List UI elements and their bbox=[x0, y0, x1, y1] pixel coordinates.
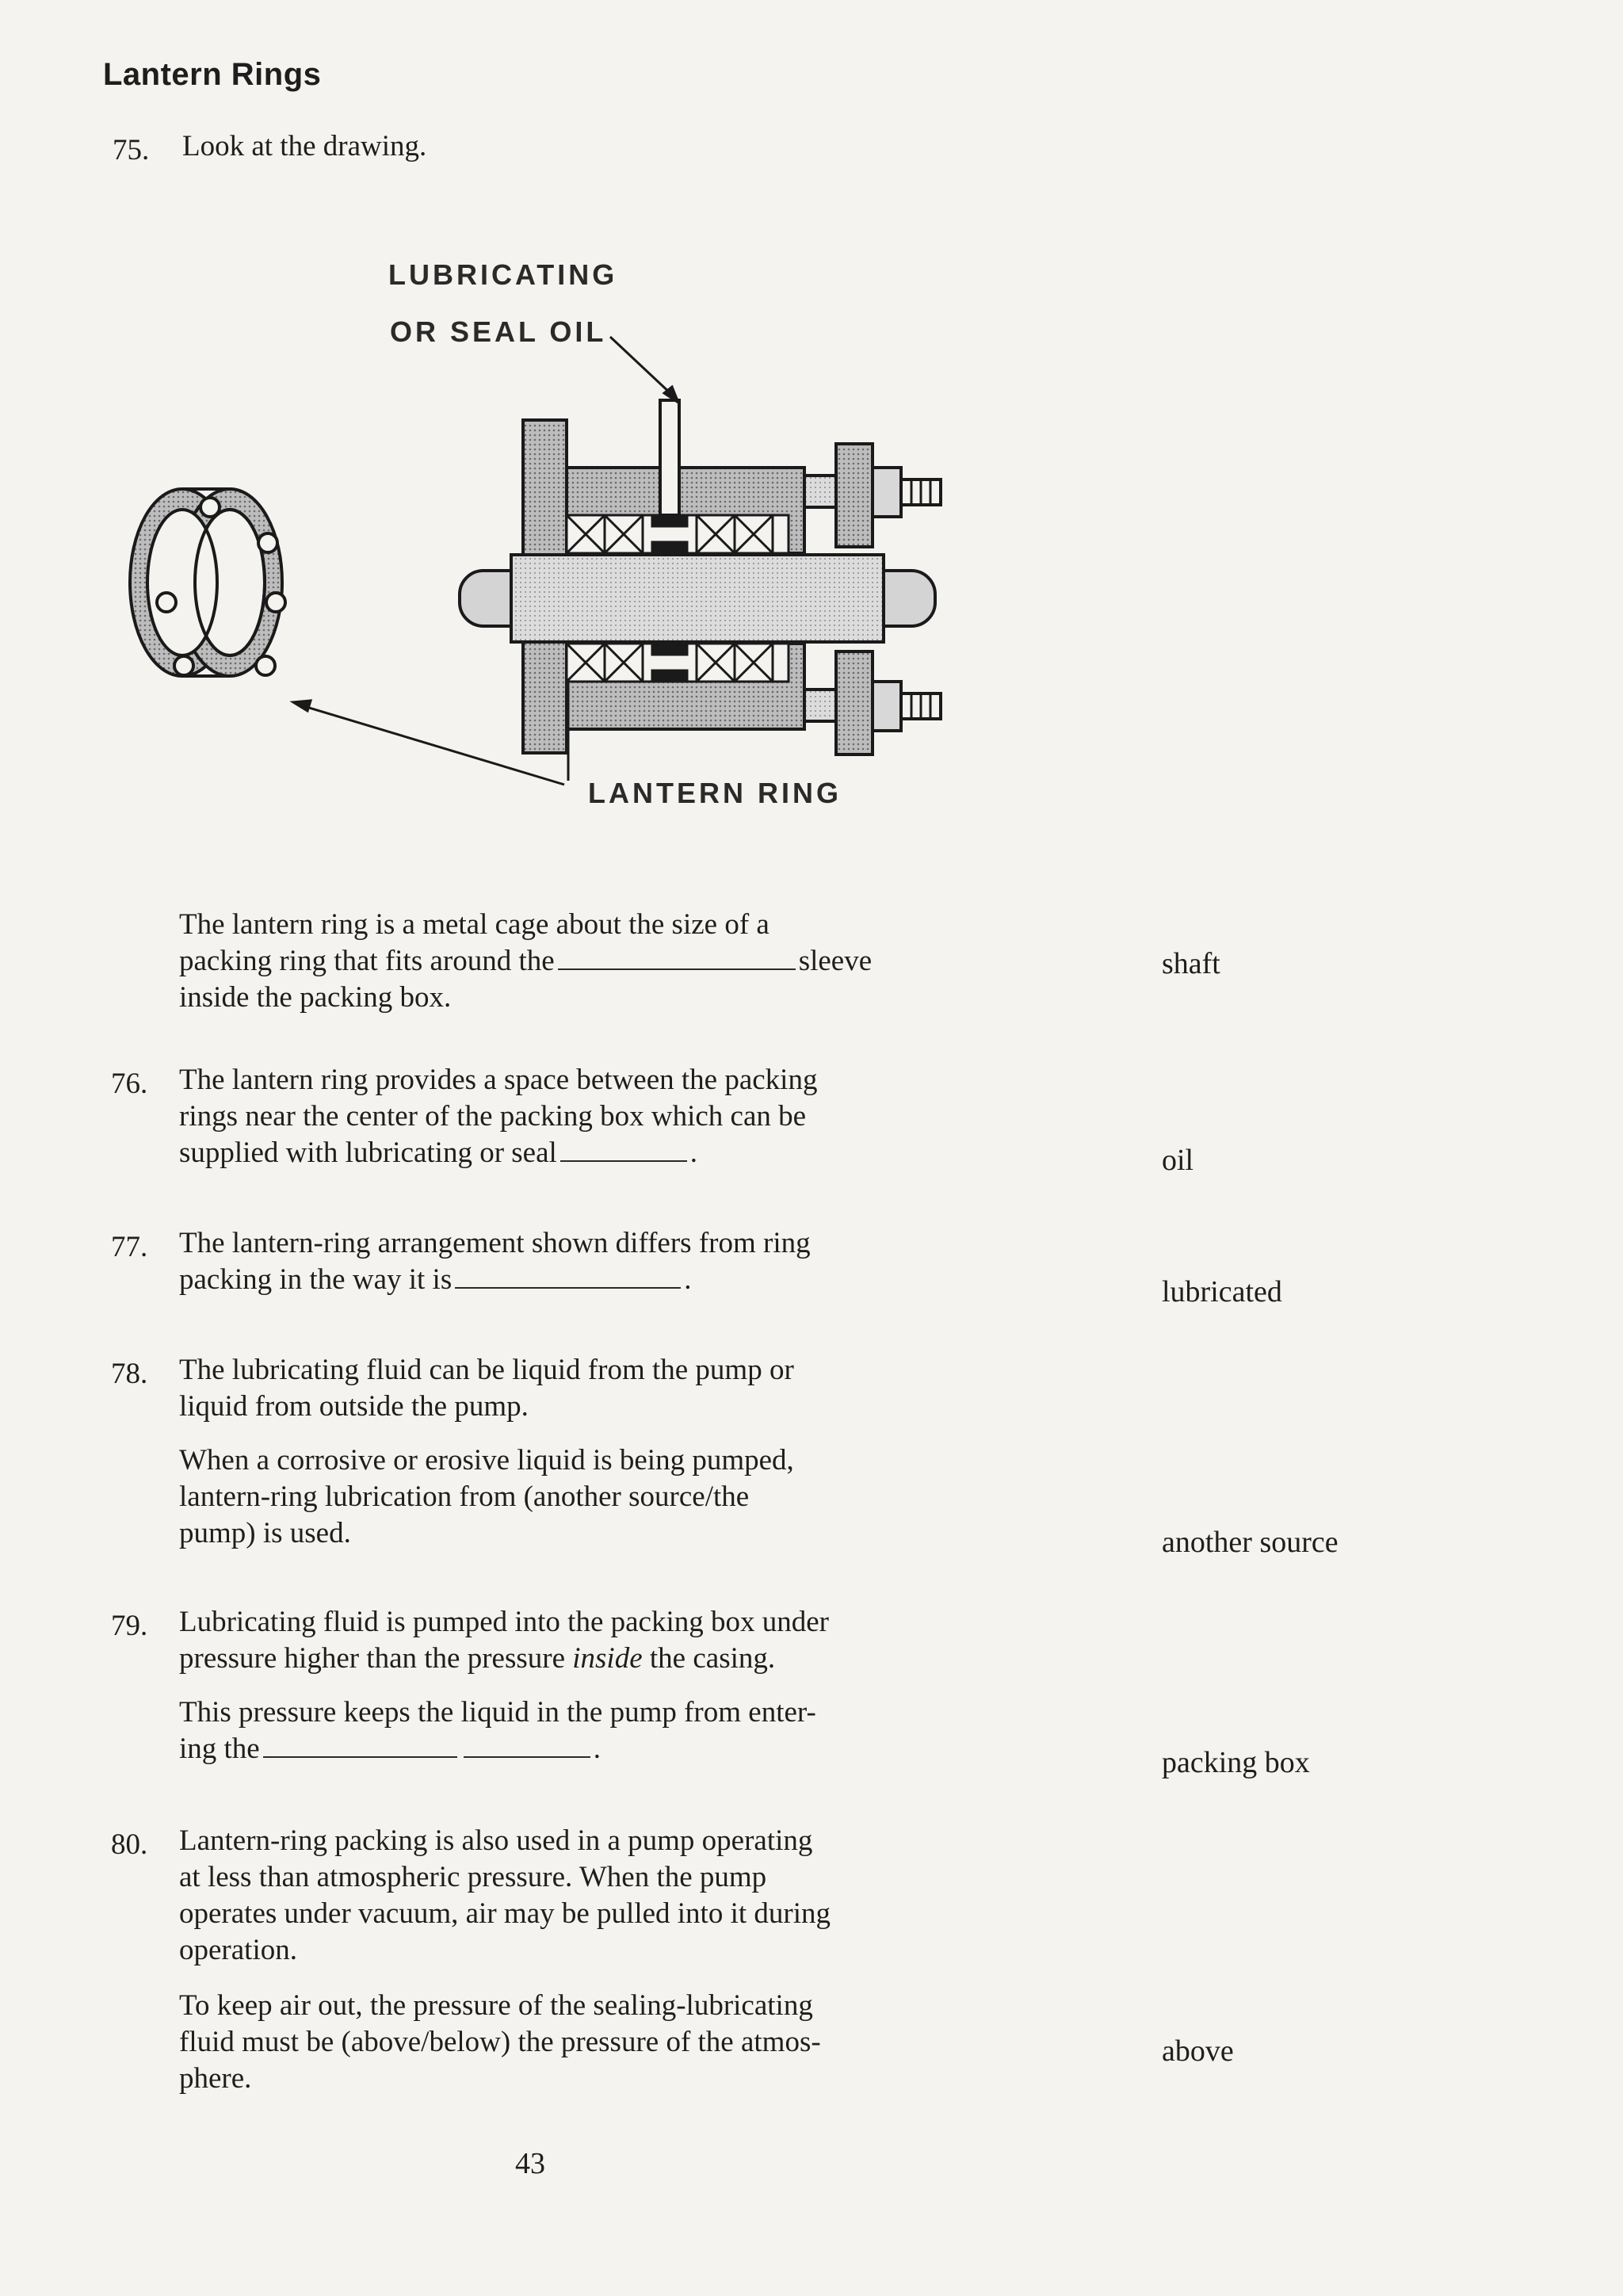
frame-76-number: 76. bbox=[111, 1068, 148, 1100]
frame-77-body bbox=[179, 1225, 972, 1298]
frame-80-line7: phere. bbox=[179, 2062, 252, 2095]
frame-75-line2-b: sleeve bbox=[798, 945, 873, 977]
frame-79-number: 79. bbox=[111, 1610, 148, 1642]
frame-77-line2-text: packing in the way it is bbox=[179, 1263, 453, 1296]
answer-blank bbox=[464, 1733, 590, 1758]
frame-79-body bbox=[179, 1604, 972, 1767]
frame-76-line3-text: supplied with lubricating or seal bbox=[179, 1137, 557, 1169]
frame-76-body bbox=[179, 1062, 972, 1171]
frame-80-answer: above bbox=[1162, 2034, 1234, 2068]
frame-76-line3-end: . bbox=[689, 1137, 698, 1169]
frame-75-line2 bbox=[179, 943, 972, 980]
frame-80-line5: To keep air out, the pressure of the sealing-lubricating bbox=[179, 1989, 813, 2022]
frame-78-body bbox=[179, 1352, 972, 1552]
frame-80-line2: at less than atmospheric pressure. When the pump bbox=[179, 1861, 767, 1893]
frame-80-number: 80. bbox=[111, 1828, 148, 1861]
frame-79-line1: Lubricating fluid is pumped into the packing box under bbox=[179, 1606, 829, 1638]
frame-76-answer: oil bbox=[1162, 1144, 1194, 1177]
answer-blank bbox=[455, 1263, 681, 1289]
frame-79-line4-text: ing the bbox=[179, 1733, 260, 1765]
frame-77-line1: The lantern-ring arrangement shown differs from ring bbox=[179, 1227, 811, 1259]
frame-79-line4-end: . bbox=[593, 1733, 601, 1765]
frame-75-line3: inside the packing box. bbox=[179, 981, 452, 1014]
frame-75-line1: The lantern ring is a metal cage about the size of a bbox=[179, 908, 769, 941]
frame-76-line1: The lantern ring provides a space between the packing bbox=[179, 1064, 818, 1096]
frame-75-line2-a: packing ring that fits around the bbox=[179, 945, 555, 977]
packing-box-drawing bbox=[460, 400, 941, 755]
frame-80-line3: operates under vacuum, air may be pulled into it during bbox=[179, 1897, 831, 1930]
frame-77-number: 77. bbox=[111, 1231, 148, 1263]
frame-80-body bbox=[179, 1823, 972, 2097]
frame-78-line2: liquid from outside the pump. bbox=[179, 1390, 529, 1423]
frame-78-line1: The lubricating fluid can be liquid from the pump or bbox=[179, 1354, 794, 1386]
frame-80-line1: Lantern-ring packing is also used in a pump operating bbox=[179, 1824, 813, 1857]
frame-78-answer: another source bbox=[1162, 1526, 1338, 1559]
frame-77-line2 bbox=[179, 1262, 972, 1298]
frame-75-body bbox=[179, 907, 972, 1016]
frame-75-answer: shaft bbox=[1162, 947, 1220, 980]
frame-80-line4: operation. bbox=[179, 1934, 297, 1966]
lantern-ring-figure bbox=[0, 0, 1623, 872]
frame-79-line2 bbox=[179, 1641, 972, 1677]
frame-79-line2-em: inside bbox=[572, 1642, 643, 1675]
frame-76-line3 bbox=[179, 1135, 972, 1171]
label-lubricating: LUBRICATING bbox=[388, 258, 618, 291]
frame-75-number: 75. bbox=[113, 134, 150, 166]
frame-78-number: 78. bbox=[111, 1358, 148, 1390]
frame-80-line6: fluid must be (above/below) the pressure of the atmos- bbox=[179, 2026, 821, 2058]
answer-blank bbox=[558, 945, 796, 970]
answer-blank bbox=[560, 1137, 687, 1162]
frame-79-line3: This pressure keeps the liquid in the pump from enter- bbox=[179, 1696, 816, 1729]
frame-78-line4: lantern-ring lubrication from (another source/the bbox=[179, 1480, 750, 1513]
page-number: 43 bbox=[515, 2147, 545, 2180]
frame-78-line5: pump) is used. bbox=[179, 1517, 351, 1549]
answer-blank bbox=[263, 1733, 457, 1758]
frame-79-line2-a: pressure higher than the pressure bbox=[179, 1642, 565, 1675]
label-lantern-ring: LANTERN RING bbox=[588, 777, 842, 809]
frame-75-intro: Look at the drawing. bbox=[182, 130, 427, 162]
frame-79-line4 bbox=[179, 1731, 972, 1767]
section-heading: Lantern Rings bbox=[103, 57, 322, 92]
lantern-ring-drawing bbox=[130, 489, 285, 676]
frame-79-line2-b: the casing. bbox=[649, 1642, 776, 1675]
frame-77-line2-end: . bbox=[684, 1263, 692, 1296]
frame-78-line3: When a corrosive or erosive liquid is being pumped, bbox=[179, 1444, 794, 1477]
label-seal-oil: OR SEAL OIL bbox=[390, 315, 607, 348]
frame-77-answer: lubricated bbox=[1162, 1275, 1282, 1308]
frame-76-line2: rings near the center of the packing box which can be bbox=[179, 1100, 807, 1133]
frame-79-answer: packing box bbox=[1162, 1746, 1310, 1779]
